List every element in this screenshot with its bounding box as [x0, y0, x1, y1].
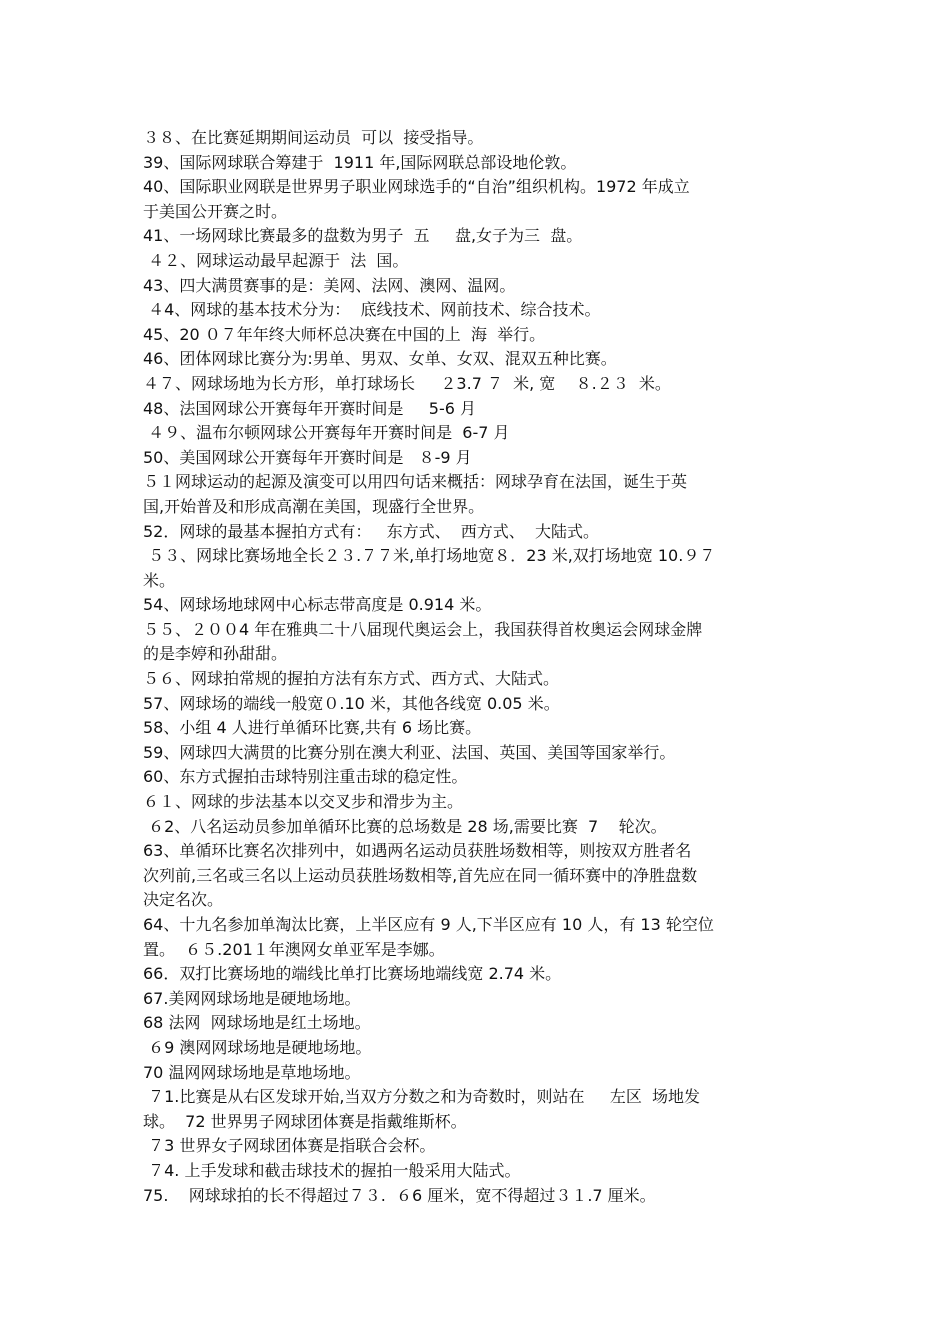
text-line: 40、国际职业网联是世界男子职业网球选手的“自治”组织机构。1972 年成立 — [143, 177, 690, 197]
text-line: ７3 世界女子网球团体赛是指联合会杯。 — [143, 1136, 436, 1156]
text-line: 50、美国网球公开赛每年开赛时间是 ８-9 月 — [143, 447, 472, 467]
text-line: 66．双打比赛场地的端线比单打比赛场地端线宽 2.74 米。 — [143, 964, 562, 984]
text-line: 75. 网球球拍的长不得超过７３. ６6 厘米，宽不得超过３１.7 厘米。 — [143, 1185, 656, 1205]
text-line: 52．网球的最基本握拍方式有： 东方式、 西方式、 大陆式。 — [143, 521, 599, 541]
text-line: ６2、八名运动员参加单循环比赛的总场数是 28 场,需要比赛 7 轮次。 — [143, 816, 667, 836]
text-line: ５１网球运动的起源及演变可以用四句话来概括：网球孕育在法国，诞生于英 — [143, 472, 688, 492]
text-line: 48、法国网球公开赛每年开赛时间是 5-6 月 — [143, 398, 477, 418]
text-line: ４９、温布尔顿网球公开赛每年开赛时间是 6-7 月 — [143, 423, 510, 443]
text-line: ５５、２００4 年在雅典二十八届现代奥运会上，我国获得首枚奥运会网球金牌 — [143, 619, 703, 639]
text-line: 57、网球场的端线一般宽０.10 米，其他各线宽 0.05 米。 — [143, 693, 560, 713]
text-line: ３８、在比赛延期期间运动员 可以 接受指导。 — [143, 128, 484, 147]
text-line: 43、四大满贯赛事的是：美网、法网、澳网、温网。 — [143, 275, 516, 295]
text-line: 国,开始普及和形成高潮在美国，现盛行全世界。 — [143, 496, 485, 516]
text-line: ６9 澳网网球场地是硬地场地。 — [143, 1037, 372, 1057]
text-line: 54、网球场地球网中心标志带高度是 0.914 米。 — [143, 595, 492, 615]
text-line: 45、20 ０７年年终大师杯总决赛在中国的上 海 举行。 — [143, 324, 546, 344]
text-line: 的是李婷和孙甜甜。 — [143, 644, 288, 664]
text-line: ７4. 上手发球和截击球技术的握拍一般采用大陆式。 — [143, 1160, 521, 1180]
text-line: 米。 — [143, 570, 176, 590]
text-line: 46、团体网球比赛分为:男单、男双、女单、女双、混双五种比赛。 — [143, 349, 617, 369]
text-line: 60、东方式握拍击球特别注重击球的稳定性。 — [143, 767, 468, 787]
text-line: 球。 72 世界男子网球团体赛是指戴维斯杯。 — [143, 1111, 467, 1131]
text-line: 41、一场网球比赛最多的盘数为男子 五 盘,女子为三 盘。 — [143, 226, 583, 246]
text-line: 于美国公开赛之时。 — [143, 201, 288, 221]
text-line: 70 温网网球场地是草地场地。 — [143, 1062, 361, 1082]
text-line: ７1.比赛是从右区发球开始,当双方分数之和为奇数时，则站在 左区 场地发 — [143, 1087, 701, 1107]
text-line: ４２、网球运动最早起源于 法 国。 — [143, 250, 409, 270]
text-line: 59、网球四大满贯的比赛分别在澳大利亚、法国、英国、美国等国家举行。 — [143, 742, 676, 762]
text-line: ６１、网球的步法基本以交叉步和滑步为主。 — [143, 792, 464, 812]
text-line: 置。 ６５.201１年澳网女单亚军是李娜。 — [143, 939, 445, 959]
text-line: 次列前,三名或三名以上运动员获胜场数相等,首先应在同一循环赛中的净胜盘数 — [143, 865, 698, 885]
text-line: ５３、网球比赛场地全长２３.７７米,单打场地宽８．23 米,双打场地宽 10.９７ — [143, 546, 716, 566]
text-line: 67.美网网球场地是硬地场地。 — [143, 988, 361, 1008]
text-line: 63、单循环比赛名次排列中，如遇两名运动员获胜场数相等，则按双方胜者名 — [143, 841, 692, 861]
text-line: 58、小组 4 人进行单循环比赛,共有 6 场比赛。 — [143, 718, 482, 738]
text-line: 68 法网 网球场地是红土场地。 — [143, 1013, 371, 1033]
text-line: ４4、网球的基本技术分为： 底线技术、网前技术、综合技术。 — [143, 300, 601, 320]
text-line: ５６、网球拍常规的握拍方法有东方式、西方式、大陆式。 — [143, 669, 560, 689]
text-line: ４７、网球场地为长方形，单打球场长 ２3.7 ７ 米, 宽 ８.２３ 米。 — [143, 373, 671, 393]
text-line: 39、国际网球联合筹建于 1911 年,国际网联总部设地伦敦。 — [143, 152, 577, 172]
text-line: 决定名次。 — [143, 890, 224, 910]
document-body — [143, 126, 811, 1208]
text-line: 64、十九名参加单淘汰比赛，上半区应有 9 人,下半区应有 10 人，有 13 轮空位 — [143, 915, 714, 934]
